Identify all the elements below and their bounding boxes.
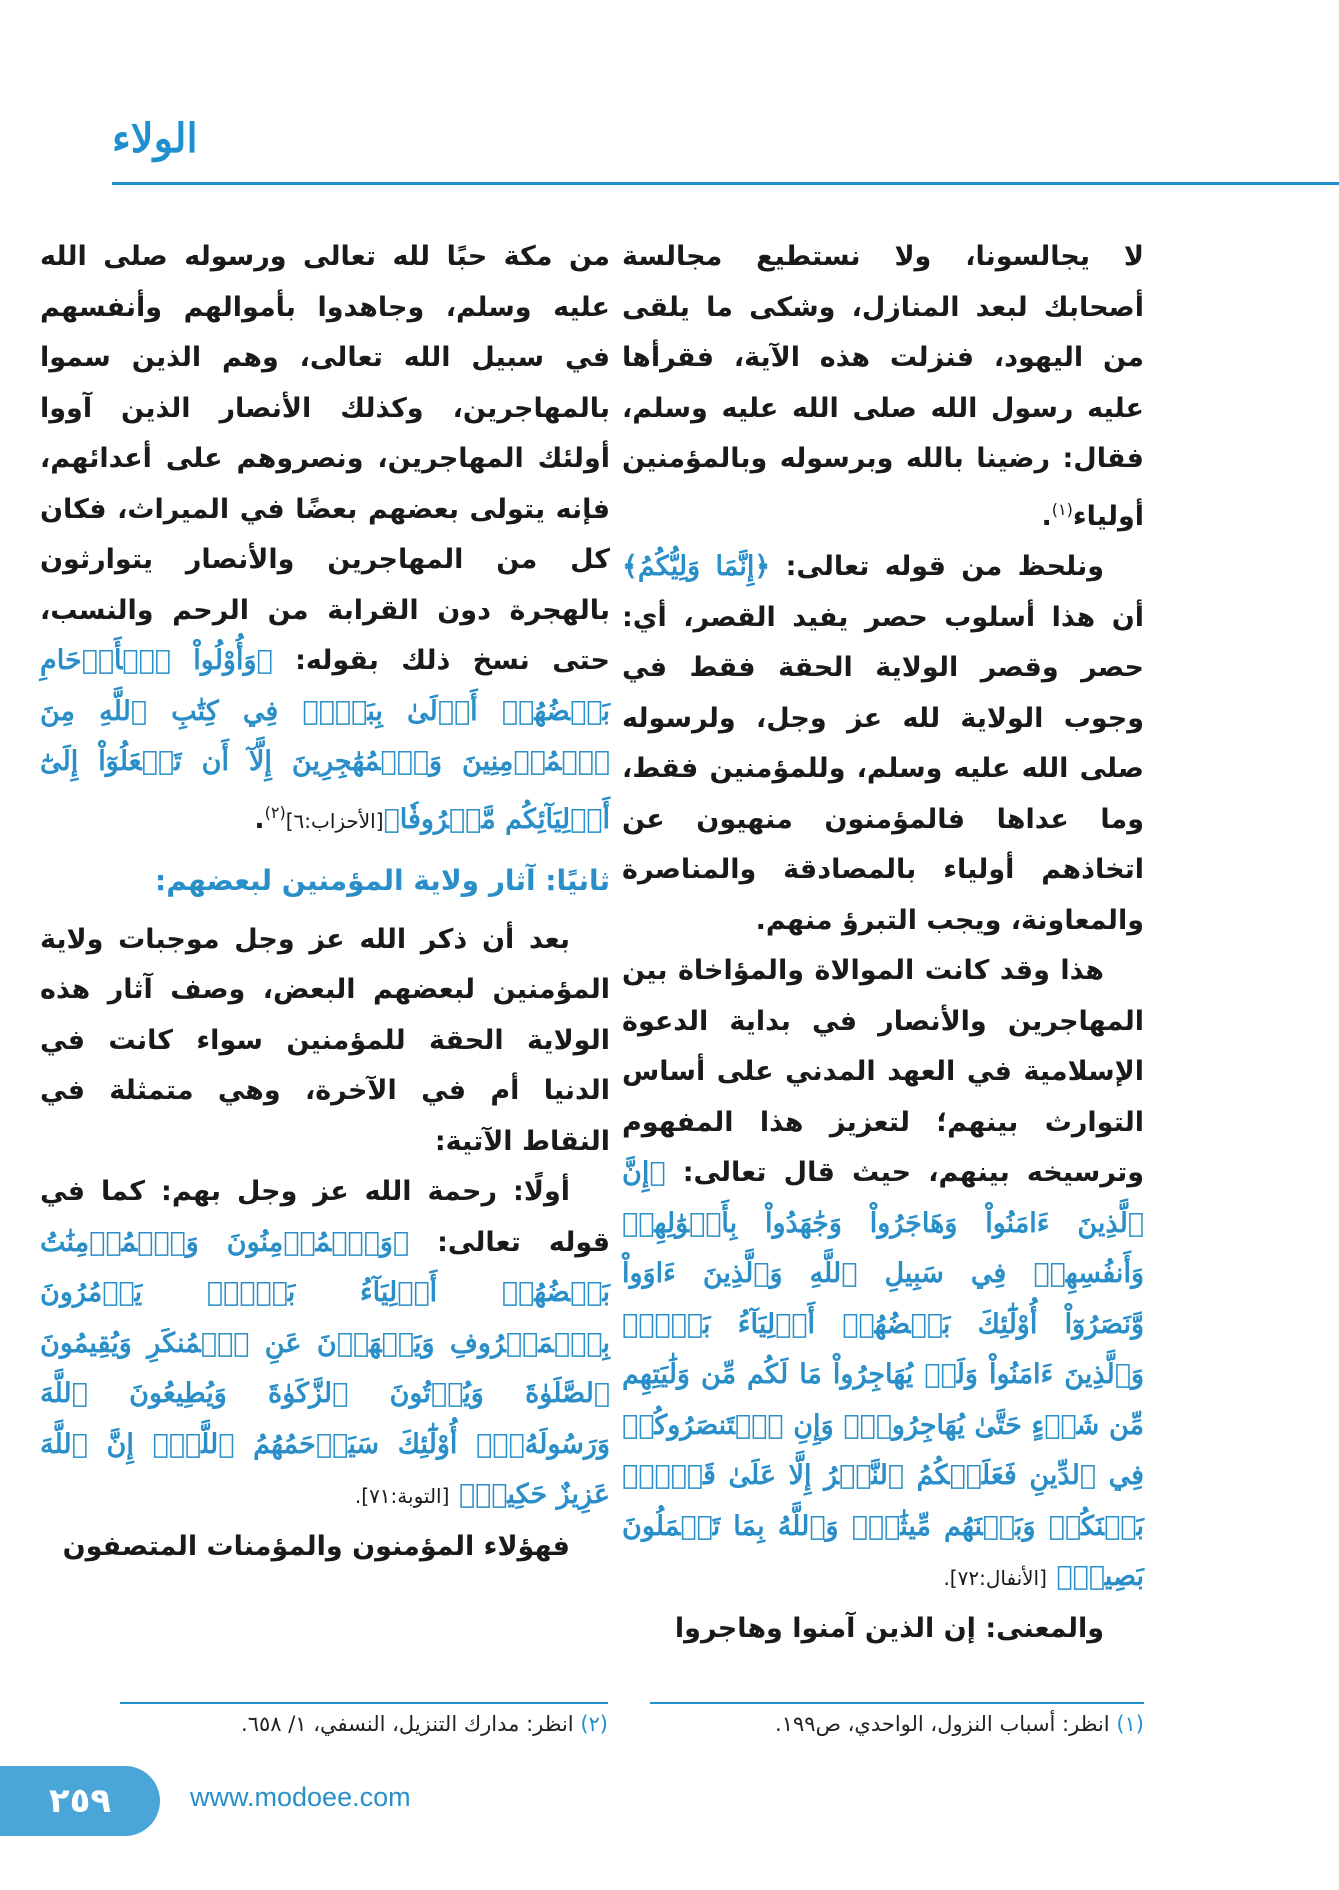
footnote-divider-left bbox=[120, 1702, 608, 1704]
footnote-number: (١) bbox=[1116, 1712, 1144, 1736]
verse-reference: [الأنفال:٧٢]. bbox=[943, 1566, 1047, 1590]
right-column bbox=[622, 232, 1144, 1702]
paragraph-text: ونلحظ من قوله تعالى: bbox=[770, 551, 1104, 582]
chapter-title: الولاء bbox=[112, 115, 198, 162]
footnote-number: (٢) bbox=[580, 1712, 608, 1736]
left-paragraph-4: فهؤلاء المؤمنون والمؤمنات المتصفون bbox=[62, 1530, 570, 1562]
header-divider bbox=[112, 182, 1339, 185]
page-number: ٢٥٩ bbox=[48, 1781, 112, 1821]
left-paragraph-3 bbox=[40, 1167, 610, 1522]
verse-reference: [التوبة:٧١]. bbox=[354, 1484, 450, 1508]
footnote-divider-right bbox=[650, 1702, 1144, 1704]
verse-reference: [الأحزاب:٦] bbox=[285, 808, 384, 833]
footnote-text: انظر: أسباب النزول، الواحدي، ص١٩٩. bbox=[775, 1712, 1117, 1736]
footnote-1 bbox=[650, 1712, 1144, 1736]
footnote-2 bbox=[120, 1712, 608, 1736]
website-link[interactable]: www.modoee.com bbox=[190, 1782, 411, 1812]
paragraph-text: أن هذا أسلوب حصر يفيد القصر، أي: حصر وقصر الولاية الحقة فقط في وجوب الولاية لله عز وجل، ولرسوله صلى الله عليه وسلم، وللمؤمنين فقط، وما عداها فالمؤمنون منهيون عن اتخاذهم أولياء بالمصادقة والمناصرة والمعاونة، ويجب التبرؤ منهم. bbox=[622, 601, 1144, 936]
left-paragraph-2: بعد أن ذكر الله عز وجل موجبات ولاية المؤمنين لبعضهم البعض، وصف آثار هذه الولاية الحقة للمؤمنين سواء كانت في الدنيا أم في الآخرة، وهي متمثلة في النقاط الآتية: bbox=[40, 923, 610, 1157]
quran-verse: ﴿وَٱلۡمُؤۡمِنُونَ وَٱلۡمُؤۡمِنَٰتُ بَعۡضُهُمۡ أَوۡلِيَآءُ بَعۡضٖۚ يَأۡمُرُونَ بِٱلۡمَعۡرُوفِ وَيَنۡهَوۡنَ عَنِ ٱلۡمُنكَرِ وَيُقِيمُونَ ٱلصَّلَوٰةَ وَيُؤۡتُونَ ٱلزَّكَوٰةَ وَيُطِيعُونَ ٱللَّهَ وَرَسُولَهُۥٓۚ أُوْلَٰٓئِكَ سَيَرۡحَمُهُمُ ٱللَّهُۗ إِنَّ ٱللَّهَ عَزِيزٌ حَكِيمٞ﴾ bbox=[40, 1226, 610, 1510]
footnote-marker-1[interactable]: (١) bbox=[1051, 499, 1073, 519]
page-number-badge bbox=[0, 1766, 160, 1836]
paragraph-text: هذا وقد كانت الموالاة والمؤاخاة بين المهاجرين والأنصار في بداية الدعوة الإسلامية في العهد المدني على أساس التوارث بينهم؛ لتعزيز هذا المفهوم وترسيخه بينهم، حيث قال تعالى: bbox=[622, 955, 1144, 1188]
footnote-marker-2[interactable]: (٢) bbox=[264, 802, 286, 822]
right-paragraph-1: لا يجالسونا، ولا نستطيع مجالسة أصحابك لبعد المنازل، وشكى ما يلقى من اليهود، فنزلت هذه الآية، فقرأها عليه رسول الله صلى الله عليه وسلم، فقال: رضينا بالله وبرسوله وبالمؤمنين أولياء$^{(١)}$. bbox=[622, 241, 1144, 532]
left-column bbox=[40, 232, 610, 1702]
paragraph-text: لا يجالسونا، ولا نستطيع مجالسة أصحابك لبعد المنازل، وشكى ما يلقى من اليهود، فنزلت هذه الآية، فقرأها عليه رسول الله صلى الله عليه وسلم، فقال: رضينا بالله وبرسوله وبالمؤمنين أولياء bbox=[622, 241, 1144, 532]
section-subheading: ثانيًا: آثار ولاية المؤمنين لبعضهم: bbox=[155, 864, 610, 897]
paragraph-text: من مكة حبًا لله تعالى ورسوله صلى الله عليه وسلم، وجاهدوا بأموالهم وأنفسهم في سبيل الله تعالى، وهم الذين سموا بالمهاجرين، وكذلك الأنصار الذين آووا أولئك المهاجرين، ونصروهم على أعدائهم، فإنه يتولى بعضهم بعضًا في الميراث، فكان كل من المهاجرين والأنصار يتوارثون بالهجرة دون القرابة من الرحم والنسب، حتى نسخ ذلك بقوله: bbox=[40, 241, 610, 676]
point-label: أولًا: bbox=[513, 1176, 570, 1207]
quran-verse: ﴿وَأُوْلُواْ ٱلۡأَرۡحَامِ بَعۡضُهُمۡ أَوۡلَىٰ بِبَعۡضٖ فِي كِتَٰبِ ٱللَّهِ مِنَ ٱلۡمُؤۡمِنِينَ وَٱلۡمُهَٰجِرِينَ إِلَّآ أَن تَفۡعَلُوٓاْ إِلَىٰٓ أَوۡلِيَآئِكُم مَّعۡرُوفٗا﴾ bbox=[40, 645, 610, 835]
paragraph-text: رحمة الله عز وجل بهم: كما في قوله تعالى: bbox=[40, 1176, 610, 1258]
paragraph-text: . bbox=[254, 803, 265, 835]
left-paragraph-1 bbox=[40, 232, 610, 846]
quran-verse: ﴿إِنَّ ٱلَّذِينَ ءَامَنُواْ وَهَاجَرُواْ وَجَٰهَدُواْ بِأَمۡوَٰلِهِمۡ وَأَنفُسِهِمۡ فِي سَبِيلِ ٱللَّهِ وَٱلَّذِينَ ءَاوَواْ وَّنَصَرُوٓاْ أُوْلَٰٓئِكَ بَعۡضُهُمۡ أَوۡلِيَآءُ بَعۡضٖۚ وَٱلَّذِينَ ءَامَنُواْ وَلَمۡ يُهَاجِرُواْ مَا لَكُم مِّن وَلَٰيَتِهِم مِّن شَيۡءٍ حَتَّىٰ يُهَاجِرُواْۚ وَإِنِ ٱسۡتَنصَرُوكُمۡ فِي ٱلدِّينِ فَعَلَيۡكُمُ ٱلنَّصۡرُ إِلَّا عَلَىٰ قَوۡمِۭ بَيۡنَكُمۡ وَبَيۡنَهُم مِّيثَٰقٞۗ وَٱللَّهُ بِمَا تَعۡمَلُونَ بَصِيرٞ﴾ bbox=[622, 1157, 1144, 1592]
right-paragraph-3 bbox=[622, 946, 1144, 1604]
footnote-text: انظر: مدارك التنزيل، النسفي، ١/ ٦٥٨. bbox=[241, 1712, 581, 1736]
right-paragraph-4: والمعنى: إن الذين آمنوا وهاجروا bbox=[674, 1612, 1104, 1644]
right-paragraph-2 bbox=[622, 542, 1144, 946]
quran-verse: ﴿إِنَّمَا وَلِيُّكُمُ﴾ bbox=[622, 551, 771, 582]
